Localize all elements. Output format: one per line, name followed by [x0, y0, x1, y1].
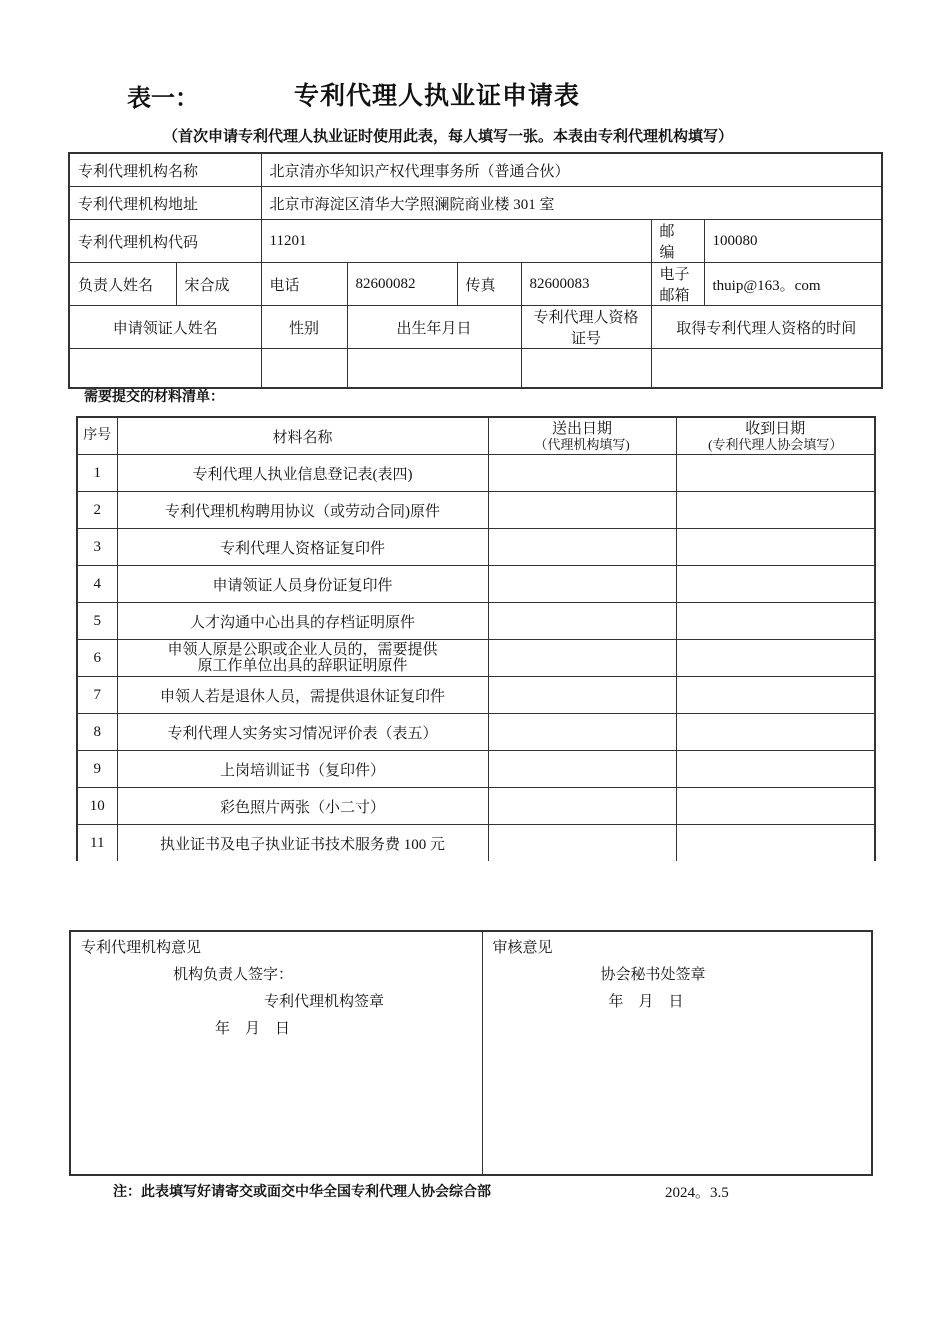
fax-field[interactable]: 82600083: [521, 263, 651, 306]
material-no: 6: [77, 640, 117, 677]
agency-code-field[interactable]: 11201: [261, 220, 651, 263]
material-name-line1: 申领人原是公职或企业人员的，需要提供: [167, 642, 438, 658]
material-no: 3: [77, 529, 117, 566]
col-recv-note: (专利代理人协会填写）: [708, 436, 843, 452]
agency-code-label: 专利代理机构代码: [69, 220, 261, 263]
col-no-header: 序号: [77, 417, 117, 455]
recv-date-field[interactable]: [676, 677, 875, 714]
material-row: [77, 788, 875, 825]
material-name: 专利代理机构聘用协议（或劳动合同)原件: [117, 492, 488, 529]
birth-field[interactable]: [347, 349, 521, 389]
recv-date-field[interactable]: [676, 825, 875, 862]
materials-section-label: 需要提交的材料清单：: [84, 389, 224, 405]
review-opinion-title: 审核意见: [492, 940, 553, 956]
recv-date-field[interactable]: [676, 529, 875, 566]
material-name: 专利代理人实务实习情况评价表（表五）: [117, 714, 488, 751]
agency-seal-label: 专利代理机构签章: [264, 994, 385, 1010]
material-row: [77, 640, 875, 677]
footer-date: 2024。3.5: [665, 1185, 729, 1201]
sent-date-field[interactable]: [488, 566, 676, 603]
material-no: 7: [77, 677, 117, 714]
gender-label: 性别: [261, 306, 347, 349]
birth-label: 出生年月日: [347, 306, 521, 349]
col-recv-title: 收到日期: [745, 420, 806, 437]
material-row: [77, 492, 875, 529]
materials-table: [76, 416, 876, 861]
email-label: 电子邮箱: [651, 263, 704, 306]
sent-date-field[interactable]: [488, 788, 676, 825]
col-recv-header: [676, 417, 875, 455]
recv-date-field[interactable]: [676, 566, 875, 603]
material-name: 专利代理人资格证复印件: [117, 529, 488, 566]
col-sent-title: 送出日期: [551, 420, 612, 437]
material-row: [77, 529, 875, 566]
col-name-header: 材料名称: [117, 417, 488, 455]
phone-field[interactable]: 82600082: [347, 263, 457, 306]
sent-date-field[interactable]: [488, 751, 676, 788]
review-date-label: 年 月 日: [608, 994, 684, 1010]
sent-date-field[interactable]: [488, 603, 676, 640]
agency-sign-label: 机构负责人签字：: [173, 967, 294, 983]
material-no: 4: [77, 566, 117, 603]
material-no: 10: [77, 788, 117, 825]
fax-label: 传真: [457, 263, 521, 306]
material-row: [77, 677, 875, 714]
agency-opinion-box[interactable]: [70, 931, 482, 1175]
recv-date-field[interactable]: [676, 603, 875, 640]
material-row: [77, 566, 875, 603]
sent-date-field[interactable]: [488, 492, 676, 529]
applicant-name-field[interactable]: [69, 349, 261, 389]
material-name: 上岗培训证书（复印件）: [117, 751, 488, 788]
col-sent-note: （代理机构填写): [534, 436, 630, 452]
postcode-label: 邮 编: [651, 220, 704, 263]
material-no: 5: [77, 603, 117, 640]
material-no: 8: [77, 714, 117, 751]
form-title: 专利代理人执业证申请表: [294, 81, 581, 110]
cert-time-label: 取得专利代理人资格的时间: [651, 306, 882, 349]
recv-date-field[interactable]: [676, 788, 875, 825]
sent-date-field[interactable]: [488, 455, 676, 492]
footer-note: 注：此表填写好请寄交或面交中华全国专利代理人协会综合部: [113, 1184, 491, 1200]
agency-name-label: 专利代理机构名称: [69, 153, 261, 187]
material-name: 执业证书及电子执业证书技术服务费 100 元: [117, 825, 488, 862]
recv-date-field[interactable]: [676, 714, 875, 751]
recv-date-field[interactable]: [676, 455, 875, 492]
cert-no-label: 专利代理人资格证号: [521, 306, 651, 349]
postcode-field[interactable]: 100080: [704, 220, 882, 263]
material-row: [77, 825, 875, 862]
leader-label: 负责人姓名: [69, 263, 176, 306]
agency-info-table: [68, 152, 883, 389]
agency-address-label: 专利代理机构地址: [69, 187, 261, 220]
review-seal-label: 协会秘书处签章: [600, 967, 706, 983]
recv-date-field[interactable]: [676, 751, 875, 788]
sent-date-field[interactable]: [488, 529, 676, 566]
material-name: 申请领证人员身份证复印件: [117, 566, 488, 603]
sent-date-field[interactable]: [488, 825, 676, 862]
agency-name-field[interactable]: 北京清亦华知识产权代理事务所（普通合伙）: [261, 153, 882, 187]
material-no: 2: [77, 492, 117, 529]
material-name: 人才沟通中心出具的存档证明原件: [117, 603, 488, 640]
form-label: 表一：: [127, 84, 199, 112]
review-opinion-box[interactable]: [482, 931, 872, 1175]
applicant-name-label: 申请领证人姓名: [69, 306, 261, 349]
material-no: 9: [77, 751, 117, 788]
gender-field[interactable]: [261, 349, 347, 389]
material-name-line2: 原工作单位出具的辞职证明原件: [197, 658, 408, 674]
material-name: 专利代理人执业信息登记表(表四): [117, 455, 488, 492]
agency-address-field[interactable]: 北京市海淀区清华大学照澜院商业楼 301 室: [261, 187, 882, 220]
material-row: [77, 714, 875, 751]
recv-date-field[interactable]: [676, 640, 875, 677]
sent-date-field[interactable]: [488, 640, 676, 677]
recv-date-field[interactable]: [676, 492, 875, 529]
material-name: 申领人若是退休人员，需提供退休证复印件: [117, 677, 488, 714]
col-sent-header: [488, 417, 676, 455]
material-row: [77, 751, 875, 788]
opinion-table: [69, 930, 873, 1176]
email-field[interactable]: thuip@163。com: [704, 263, 882, 306]
material-row: [77, 603, 875, 640]
material-row: [77, 455, 875, 492]
material-name: 彩色照片两张（小二寸）: [117, 788, 488, 825]
sent-date-field[interactable]: [488, 677, 676, 714]
cert-time-field[interactable]: [651, 349, 882, 389]
material-no: 11: [77, 825, 117, 862]
agency-date-label: 年 月 日: [215, 1021, 291, 1037]
cert-no-field[interactable]: [521, 349, 651, 389]
sent-date-field[interactable]: [488, 714, 676, 751]
form-subtitle: （首次申请专利代理人执业证时使用此表，每人填写一张。本表由专利代理机构填写）: [163, 127, 734, 145]
leader-field[interactable]: 宋合成: [176, 263, 261, 306]
material-no: 1: [77, 455, 117, 492]
agency-opinion-title: 专利代理机构意见: [81, 940, 202, 956]
phone-label: 电话: [261, 263, 347, 306]
material-name: [117, 640, 488, 677]
